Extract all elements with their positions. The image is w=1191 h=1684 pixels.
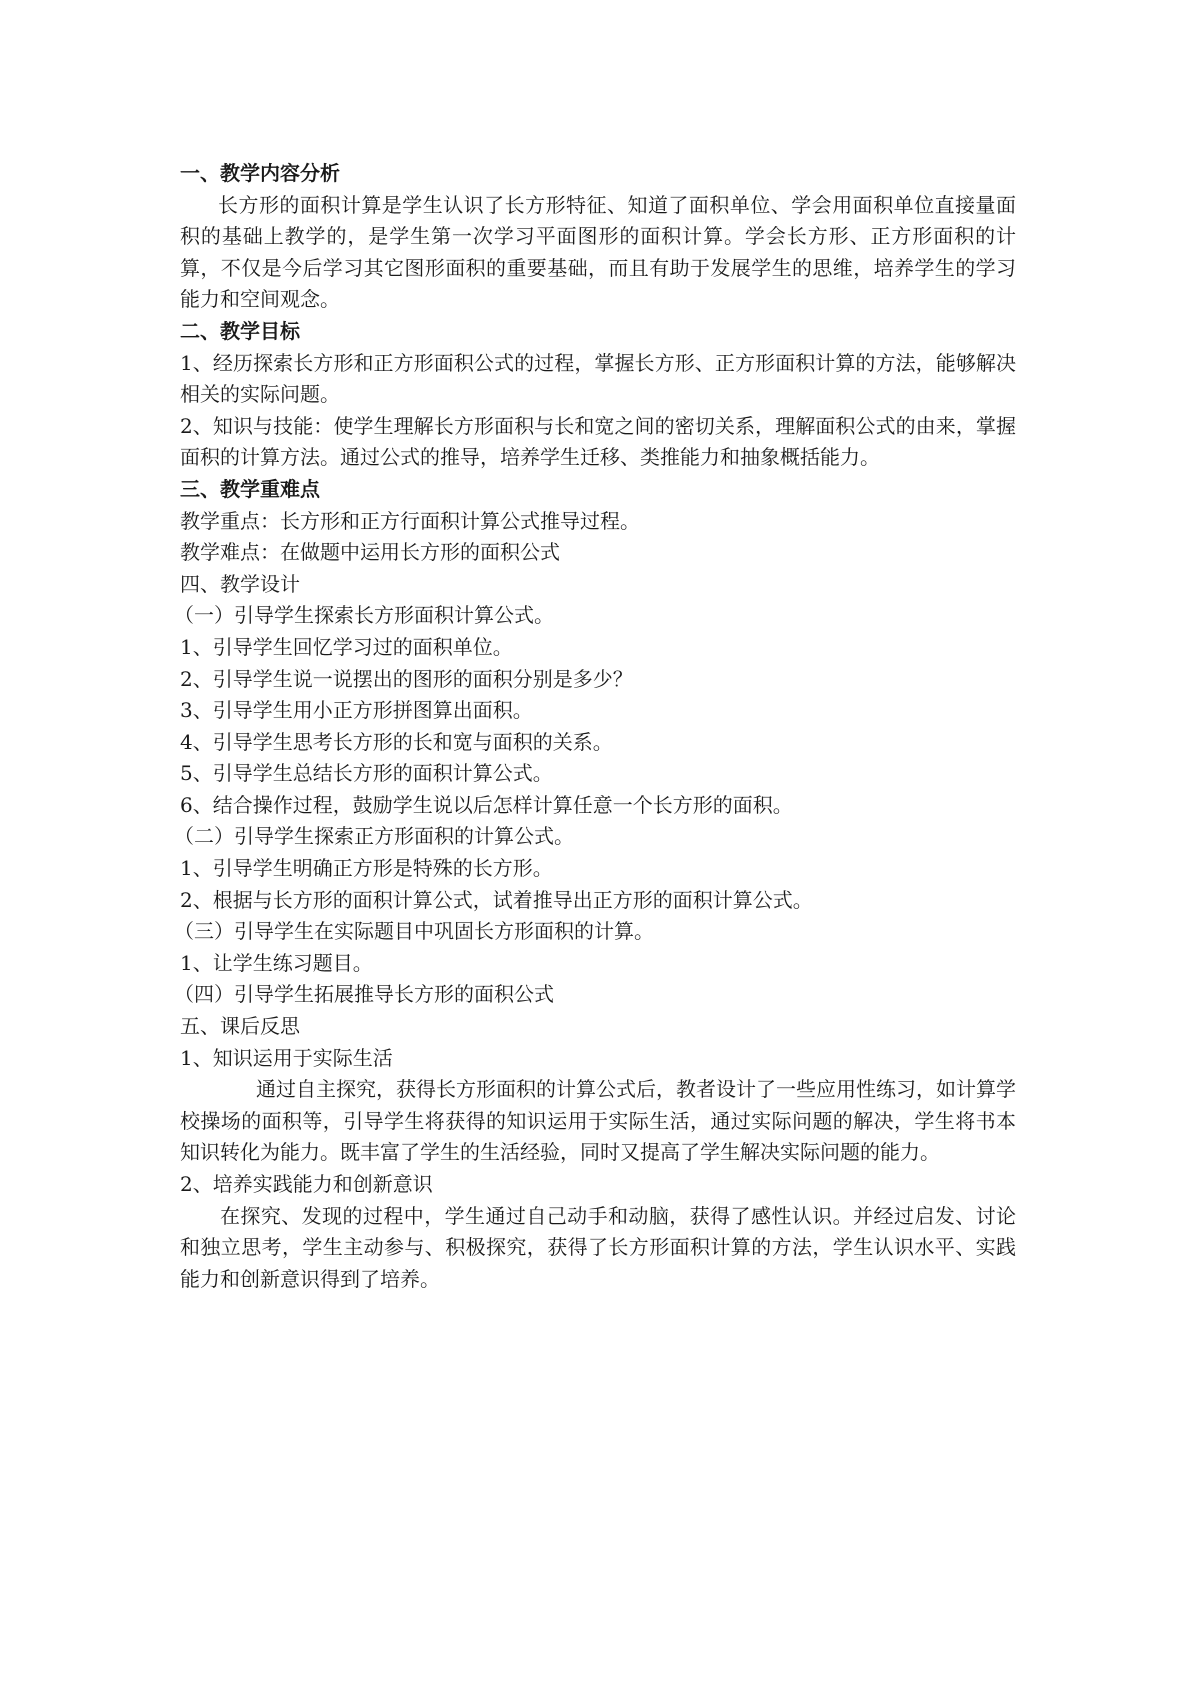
design-item: 1、引导学生明确正方形是特殊的长方形。	[180, 856, 553, 881]
content-analysis-paragraph: 长方形的面积计算是学生认识了长方形特征、知道了面积单位、学会用面积单位直接量面积的基础上教学的，是学生第一次学习平面图形的面积计算。学会长方形、正方形面积的计算，不仅是今后学习其它图形面积的重要基础，而且有助于发展学生的思维，培养学生的学习能力和空间观念。	[180, 192, 1016, 312]
section-heading-key-points: 三、教学重难点	[180, 476, 320, 501]
design-subheading: （一）引导学生探索长方形面积计算公式。	[174, 603, 554, 628]
section-heading-design: 四、教学设计	[180, 571, 300, 596]
design-item: 4、引导学生思考长方形的长和宽与面积的关系。	[180, 729, 613, 754]
objective-item: 1、经历探索长方形和正方形面积公式的过程，掌握长方形、正方形面积计算的方法，能够解决相关的实际问题。	[180, 350, 1016, 407]
key-point-text: 教学重点：长方形和正方行面积计算公式推导过程。	[180, 508, 640, 533]
section-heading-reflection: 五、课后反思	[180, 1014, 300, 1039]
difficult-point-text: 教学难点：在做题中运用长方形的面积公式	[180, 540, 560, 565]
design-subheading: （三）引导学生在实际题目中巩固长方形面积的计算。	[174, 919, 654, 944]
design-item: 1、让学生练习题目。	[180, 950, 373, 975]
reflection-paragraph: 通过自主探究，获得长方形面积的计算公式后，教者设计了一些应用性练习，如计算学校操场的面积等，引导学生将获得的知识运用于实际生活，通过实际问题的解决，学生将书本知识转化为能力。既丰富了学生的生活经验，同时又提高了学生解决实际问题的能力。	[180, 1077, 1016, 1165]
reflection-subheading: 1、知识运用于实际生活	[180, 1045, 393, 1070]
design-item: 1、引导学生回忆学习过的面积单位。	[180, 634, 513, 659]
design-item: 2、根据与长方形的面积计算公式，试着推导出正方形的面积计算公式。	[180, 887, 813, 912]
section-heading-objectives: 二、教学目标	[180, 318, 300, 343]
design-item: 6、结合操作过程，鼓励学生说以后怎样计算任意一个长方形的面积。	[180, 792, 793, 817]
objective-item: 2、知识与技能：使学生理解长方形面积与长和宽之间的密切关系，理解面积公式的由来，掌握面积的计算方法。通过公式的推导，培养学生迁移、类推能力和抽象概括能力。	[180, 413, 1016, 470]
design-subheading: （四）引导学生拓展推导长方形的面积公式	[174, 982, 554, 1007]
section-heading-content-analysis: 一、教学内容分析	[180, 161, 340, 185]
document-page	[174, 158, 1016, 1295]
design-item: 2、引导学生说一说摆出的图形的面积分别是多少？	[180, 666, 633, 691]
reflection-paragraph: 在探究、发现的过程中，学生通过自己动手和动脑，获得了感性认识。并经过启发、讨论和独立思考，学生主动参与、积极探究，获得了长方形面积计算的方法，学生认识水平、实践能力和创新意识得到了培养。	[180, 1203, 1016, 1291]
design-item: 5、引导学生总结长方形的面积计算公式。	[180, 761, 553, 786]
reflection-subheading: 2、培养实践能力和创新意识	[180, 1172, 433, 1196]
design-item: 3、引导学生用小正方形拼图算出面积。	[180, 698, 533, 723]
design-subheading: （二）引导学生探索正方形面积的计算公式。	[174, 824, 574, 849]
